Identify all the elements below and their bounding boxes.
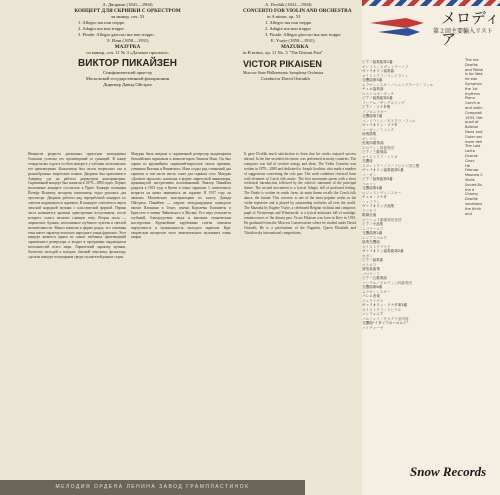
import-entry-title: ピアノ協奏曲 <box>362 258 384 262</box>
mazurka-key-en: in B minor, op. 11 No. 3 "The Distant Past" <box>243 50 323 55</box>
import-entry-artist: ロジェストヴェンスキー <box>362 190 402 195</box>
russian-notes-column-1: Немногие редкость различных оркестров эксперимент большим успехам его произведений за границей. В конце семидесятых годов в особом интересе у публики пользовались его произведения. Композитор был полон творческих сил и разнообразных творческих планов. Дворжак был приглашен в Америку, где он работал директором консерватории. Скрипичный концерт был написан в 1879—1880 годах. Первое исполнение концерта состоялось в Праге. Концерт посвящен Йозефу Иоахиму, которому композитор отдал рукопись для просмотра. Дворжак работал над переработкой концерта по советам выдающегося скрипача. В концерте сочетаются черты чешской народной музыки с классической формой. Первая часть начинается кратким оркестровым вступлением, после которого солист излагает главную тему. Вторая часть — лирическое Адажио, исполненное глубокого чувства и светлой мечтательности. Финал написан в форме рондо, его основная тема имеет характер чешского народного танца фурианта. Этот концерт является одним из самых любимых произведений скрипичного репертуара и входит в программы выдающихся исполнителей всего мира. Лирический характер музыки, богатство мелодий и колорит, близкий чешскому фольклору, сделали концерт популярным среди слушателей разных стран. <box>28 152 126 260</box>
import-entry-title: チェロ・ソナタ <box>362 195 387 199</box>
import-entry-artist: ボリショイ劇場管弦楽団 <box>362 217 402 222</box>
import-entry-title: ヴァイオリン小品集 <box>362 204 395 208</box>
orchestra-ru-2: Московской государственной филармонии <box>85 76 170 81</box>
insert-strip-line: rhythms <box>465 91 480 96</box>
insert-strip-line: is for Wak <box>465 72 483 77</box>
import-entry-title: 協奏交響曲 <box>362 240 380 244</box>
insert-strip-line: Dvorak <box>465 153 478 158</box>
import-entry-title: 交響詩 <box>362 159 373 163</box>
import-entry-artist: バルシャイ／モスクワ室内管 <box>362 316 409 321</box>
insert-strip-line: Outer sec <box>465 134 483 139</box>
import-entry-artist: ベルマン <box>362 181 377 186</box>
insert-strip-line: the 1st <box>465 86 478 91</box>
melodiya-logo: メロディア <box>441 9 500 48</box>
import-entry-title: ピアノ・ソナタ集 <box>362 105 391 109</box>
import-entry-artist: ムラヴィンスキー <box>362 289 391 294</box>
concerto-key-en: in A minor, op. 53 <box>267 14 301 19</box>
import-entry-title: ピアノ協奏曲第3番 <box>362 177 393 181</box>
import-entry-title: ヴァイオリン・ソナタ第3番 <box>362 303 408 307</box>
import-entry-artist: ギレリス <box>362 136 377 141</box>
insert-strip-line: Soviet-Ru <box>465 182 483 187</box>
import-entry-title: 交響曲第2番 <box>362 231 383 235</box>
import-entry-title: ヴァイオリン協奏曲第1番 <box>362 168 404 172</box>
import-entry-title: バレエ音楽 <box>362 294 380 298</box>
mazurka-title-ru: МАЗУРКА <box>114 44 141 50</box>
import-entry-title: 歌劇全曲 <box>362 213 377 217</box>
insert-strip-line: Bolshoi <box>465 125 479 130</box>
insert-strip-line: the Kirkh <box>465 206 482 211</box>
mazurka-key-ru: си минор, соч. 11 № 3 «Далекое прошлое» <box>86 50 169 55</box>
import-entry-title: 管弦楽曲集 <box>362 267 380 271</box>
insert-strip-line: pupil of <box>465 120 479 125</box>
composer-dvorak-ru: А. Дворжак (1841—1904) <box>102 2 153 7</box>
insert-strip-line: vocations <box>465 201 483 206</box>
composer-ysaye-en: E. Ysaÿe (1858—1931) <box>271 38 315 43</box>
import-entry-artist: エリアスベルク <box>362 235 387 240</box>
import-entry-artist: コーガン／ミトニク <box>362 127 395 132</box>
russian-notes-column-2: Мазурка была введена в скрипичный репертуар выдающимся бельгийским скрипачом и композитором Эженом Изаи. Он был одним из крупнейших скрипачей-виртуозов своего времени, учеником Вьетана и Венявского. Изаи создал ряд сочинений для скрипки, в том числе шесть сонат для скрипки соло. Мазурка «Далекое прошлое» написана в форме лирической миниатюры, проникнутой настроением воспоминаний. Виктор Пикайзен родился в 1933 году в Киеве в семье скрипача. С пятилетнего возраста он начал заниматься на скрипке. В 1957 году он окончил Московскую консерваторию по классу Давида Ойстраха. Пикайзен — лауреат международных конкурсов имени Паганини в Генуе, имени Королевы Елизаветы в Брюсселе и имени Чайковского в Москве. Его игра отличается глубиной, благородством звука и высоким техническим мастерством. Крупнейшие зарубежные газеты отмечали виртуозность и музыкальность молодого скрипача. Круг творческих интересов этого замечательного музыканта очень широк. <box>131 152 231 240</box>
import-entry-title: ヴァイオリン・ソナタ <box>362 123 398 127</box>
import-entry-artist: ペトロフ <box>362 262 377 267</box>
import-entry-title: チェロ協奏曲 <box>362 87 384 91</box>
import-entry-artist: シャフラン <box>362 199 380 204</box>
concerto-title-en: CONCERTO FOR VIOLIN AND ORCHESTRA <box>243 8 352 14</box>
import-entry-artist: オイストラフ父子 <box>362 244 391 249</box>
conductor-ru: Дирижер Давид Ойстрах <box>103 82 152 87</box>
insert-strip-line: Piano <box>465 96 475 101</box>
orchestra-en: Moscow State Philharmonic Symphony Orchestra <box>243 70 324 75</box>
english-notes-column: If gave Dvořák much satisfaction to learn that his works enjoyed success abroad. In the late seventies his music was performed in many countries. The composer was full of creative energy and ideas. The Violin Concerto was written in 1879—1880 and dedicated to Joseph Joachim, who made a number of suggestions concerning the solo part. The work combines classical form with elements of Czech folk music. The first movement opens with a short orchestral introduction followed by the soloist's statement of the principal theme. The second movement is a lyrical Adagio full of profound feeling. The Finale is written in rondo form; its main theme recalls the Czech folk dance, the furiant. This concerto is one of the most popular works in the violin repertoire and is played by outstanding violinists all over the world. The Mazurka by Eugène Ysaÿe, a celebrated Belgian violinist and composer, pupil of Vieuxtemps and Wieniawski, is a lyrical miniature full of nostalgic reminiscences of the distant past. Victor Pikaisen was born in Kiev in 1933. He graduated from the Moscow Conservatoire where he studied under David Oistrakh. He is a prizewinner of the Paganini, Queen Elisabeth and Tchaikovsky international competitions. <box>244 152 356 235</box>
import-entry-artist: ジュライチス <box>362 298 384 303</box>
movement-1-ru: 1. Allegro ma non troppo <box>78 20 125 25</box>
insert-subtitle: 第２回主要輸入リスト <box>433 28 493 35</box>
composer-dvorak-en: A. Dvořák (1841—1904) <box>265 2 312 7</box>
insert-strip-line: Lacta <box>465 149 475 154</box>
import-entry-title: ピアノ協奏曲第1番 <box>362 60 393 64</box>
composer-ysaye-ru: Э. Изаи (1858—1931) <box>106 38 149 43</box>
insert-strip-line: Februar <box>465 168 479 173</box>
import-entry-title: 交響曲第7番 <box>362 114 383 118</box>
airmail-border <box>362 0 500 6</box>
import-entry-title: 前奏曲集 <box>362 132 377 136</box>
import-entry-artist: ギレリス／スヴェトラーノフ <box>362 64 409 69</box>
insert-strip-line: and Polish <box>465 67 484 72</box>
import-entry-artist: オイストラフ／コンドラシン <box>362 73 409 78</box>
import-entry-title: シンフォニア <box>362 312 384 316</box>
movement-2-ru: 2. Adagio ma non troppo <box>78 26 124 31</box>
movement-3-ru: 3. Finale: Allegro giocoso ma non troppo <box>78 32 154 37</box>
english-insert-strip <box>465 58 498 216</box>
movement-2-en: 2. Adagio ma non troppo <box>265 26 311 31</box>
insert-strip-line: he stor <box>465 77 478 82</box>
insert-strip-line: and <box>465 211 472 216</box>
insert-strip-line: Moscow C <box>465 173 483 178</box>
import-entry-artist: ゴロワノフ <box>362 271 380 276</box>
import-entry-artist: リヒテル／ボロディン四重奏団 <box>362 280 412 285</box>
import-entry-artist: コンドラシン／モスクワ・フィル <box>362 118 416 123</box>
insert-strip-line: the d <box>465 187 475 192</box>
insert-strip-line: The Last <box>465 144 481 149</box>
insert-strip-line: Champ <box>465 192 478 197</box>
import-entry-title: 交響曲第5番 <box>362 78 383 82</box>
import-entry-title: ピアノ小品集 <box>362 222 384 226</box>
import-entry-artist: ロストロポーヴィチ <box>362 91 395 96</box>
insert-arrow-icon <box>368 10 428 40</box>
conductor-en: Conductor David Oistrakh <box>261 76 310 81</box>
import-entry-title: 交響曲第6番 <box>362 285 383 289</box>
insert-strip-line: Czech w <box>465 101 480 106</box>
import-entry-artist: カガン <box>362 253 373 258</box>
insert-strip-line: The me <box>465 58 479 62</box>
import-entry-artist: クリモフ <box>362 208 377 213</box>
import-entry-artist: オイストラフ・トリオ <box>362 154 398 159</box>
insert-strip-line: more deli <box>465 139 482 144</box>
import-list <box>362 60 462 330</box>
import-entry-artist: ムラヴィンスキー／レニングラード・フィル <box>362 82 434 87</box>
import-entry-artist: ソフロニツキー <box>362 109 388 114</box>
insert-strip-line: Ciacc <box>465 158 475 163</box>
import-entry-artist: ニコラーエワ <box>362 226 384 231</box>
import-entry-title: ヴァイオリン協奏曲 <box>362 69 395 73</box>
orchestra-ru: Симфонический оркестр <box>103 70 152 75</box>
movement-1-en: 1. Allegro ma non troppo <box>265 20 312 25</box>
shop-watermark: Snow Records <box>410 464 487 479</box>
import-entry-title: ピアノ三重奏曲 <box>362 150 387 154</box>
performer-name-ru: ВИКТОР ПИКАЙЗЕН <box>78 58 177 69</box>
mazurka-title-en: MAZURKA <box>281 44 309 50</box>
import-entry-artist: リヒテル／ザンデルリング <box>362 100 405 105</box>
concerto-key-ru: ля минор, соч. 53 <box>110 14 145 19</box>
import-entry-title: ピアノ五重奏曲 <box>362 276 387 280</box>
import-entry-artist: ボロディン四重奏団 <box>362 145 395 150</box>
insert-strip-line: Dana and <box>465 129 483 134</box>
russian-header <box>20 2 235 88</box>
insert-strip-line: Symphon <box>465 81 482 86</box>
insert-strip-line: Dvořák <box>465 62 478 67</box>
insert-strip-line: Composit <box>465 110 482 115</box>
performer-name-en: VICTOR PIKAISEN <box>243 59 322 69</box>
insert-strip-line: 1933. Her <box>465 115 483 120</box>
insert-strip-line: Violin <box>465 177 475 182</box>
english-header <box>243 2 363 82</box>
import-entry-title: 交響曲第4番 <box>362 186 383 190</box>
import-entry-artist: コーガン <box>362 172 377 177</box>
import-entry-title: ピアノ協奏曲第2番 <box>362 96 393 100</box>
movement-3-en: 3. Finale: Allegro giocoso ma non troppo <box>265 32 341 37</box>
import-entry-artist: オイストラフ／リヒテル <box>362 307 402 312</box>
concerto-title-ru: КОНЦЕРТ ДЛЯ СКРИПКИ С ОРКЕСТРОМ <box>74 8 181 14</box>
insert-strip-line: Dvořák <box>465 197 478 202</box>
label-footer: МЕЛОДИЯ ОРДЕНА ЛЕНИНА ЗАВОД ГРАМПЛАСТИНОК <box>0 480 305 495</box>
import-entry-artist: パイチャーゼ <box>362 325 384 330</box>
insert-strip-line: and violin <box>465 105 483 110</box>
import-entry-title: 交響曲"イタリアのハロルド" <box>362 321 409 325</box>
import-entry-artist: スヴェトラーノフ／ソビエト国立響 <box>362 163 420 168</box>
import-entry-title: ヴァイオリン協奏曲第2番 <box>362 249 404 253</box>
import-entry-title: 弦楽四重奏曲 <box>362 141 384 145</box>
insert-strip-line: He <box>465 163 470 168</box>
